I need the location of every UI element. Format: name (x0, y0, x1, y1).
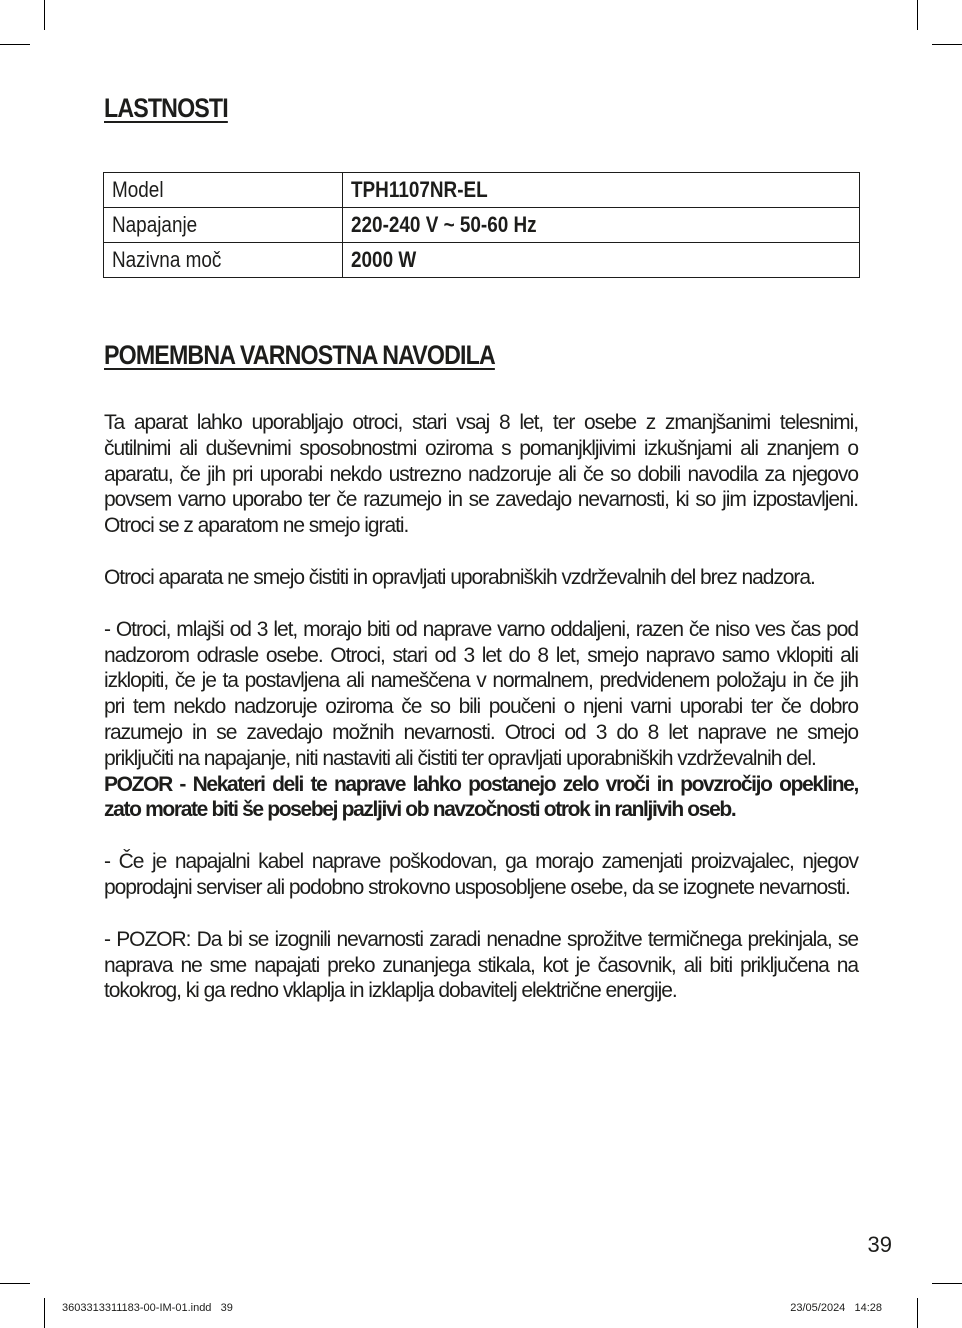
footer-file-info: 3603313311183-00-IM-01.indd 39 (62, 1302, 233, 1314)
warning-paragraph: POZOR - Nekateri deli te naprave lahko postanejo zelo vroči in povzročijo opekline, zato morate biti še posebej pazljivi ob navzočnosti otrok in ranljivih oseb. (104, 772, 858, 822)
spec-value: TPH1107NR-EL (343, 173, 860, 208)
crop-mark (932, 1283, 962, 1284)
crop-mark (917, 0, 918, 30)
crop-mark (44, 1298, 45, 1328)
paragraph: - POZOR: Da bi se izognili nevarnosti zaradi nenadne sprožitve termičnega prekinjala, se naprava ne sme napajati preko zunanjega stikala, kot je časovnik, ali biti priključena na tokokrog, ki ga redno vklaplja in izklaplja dobavitelj električne energije. (104, 927, 858, 1003)
safety-heading: POMEMBNA VARNOSTNA NAVODILA (104, 340, 495, 370)
table-row (104, 173, 860, 208)
paragraph: Otroci aparata ne smejo čistiti in opravljati uporabniških vzdrževalnih del brez nadzora. (104, 565, 815, 589)
crop-mark (932, 44, 962, 45)
spec-value: 2000 W (343, 243, 860, 278)
safety-instructions (104, 410, 858, 1004)
crop-mark (917, 1298, 918, 1328)
spec-label: Model (104, 173, 343, 208)
page-number: 39 (867, 1232, 892, 1257)
spec-label: Napajanje (104, 208, 343, 243)
table-row (104, 243, 860, 278)
paragraph: - Otroci, mlajši od 3 let, morajo biti od naprave varno oddaljeni, razen če niso ves čas pod nadzorom odrasle osebe. Otroci, stari od 3 let do 8 let, smejo napravo samo vklopiti ali izklopiti, če je ta postavljena ali nameščena v normalnem, predvidenem položaju in če jih pri tem nekdo nadzoruje oziroma če so bili poučeni o njeni varni uporabi ter če dobro razumejo in se zavedajo možnih nevarnosti. Otroci od 3 do 8 let naprave ne smejo priključiti na napajanje, niti nastaviti ali čistiti ter opravljati uporabniških vzdrževalnih del. (104, 617, 858, 770)
specs-table (103, 172, 860, 278)
paragraph: - Če je napajalni kabel naprave poškodovan, ga morajo zamenjati proizvajalec, njegov poprodajni serviser ali podobno strokovno usposobljene osebe, da se izognete nevarnosti. (104, 850, 858, 899)
spec-label: Nazivna moč (104, 243, 343, 278)
crop-mark (0, 1283, 30, 1284)
table-row (104, 208, 860, 243)
paragraph: Ta aparat lahko uporabljajo otroci, stari vsaj 8 let, ter osebe z zmanjšanimi telesnimi, čutilnimi ali duševnimi sposobnostmi oziroma s pomanjkljivimi izkušnjami ali znanjem o aparatu, če jih pri uporabi nekdo ustrezno nadzoruje ali če so dobili navodila za njegovo povsem varno uporabo ter če razumejo in se zavedajo nevarnosti, ki so jim izpostavljeni. Otroci se z aparatom ne smejo igrati. (104, 411, 858, 538)
crop-mark (44, 0, 45, 30)
footer-date: 23/05/2024 14:28 (790, 1302, 882, 1314)
crop-mark (0, 44, 30, 45)
spec-value: 220-240 V ~ 50-60 Hz (343, 208, 860, 243)
features-heading: LASTNOSTI (104, 93, 228, 123)
